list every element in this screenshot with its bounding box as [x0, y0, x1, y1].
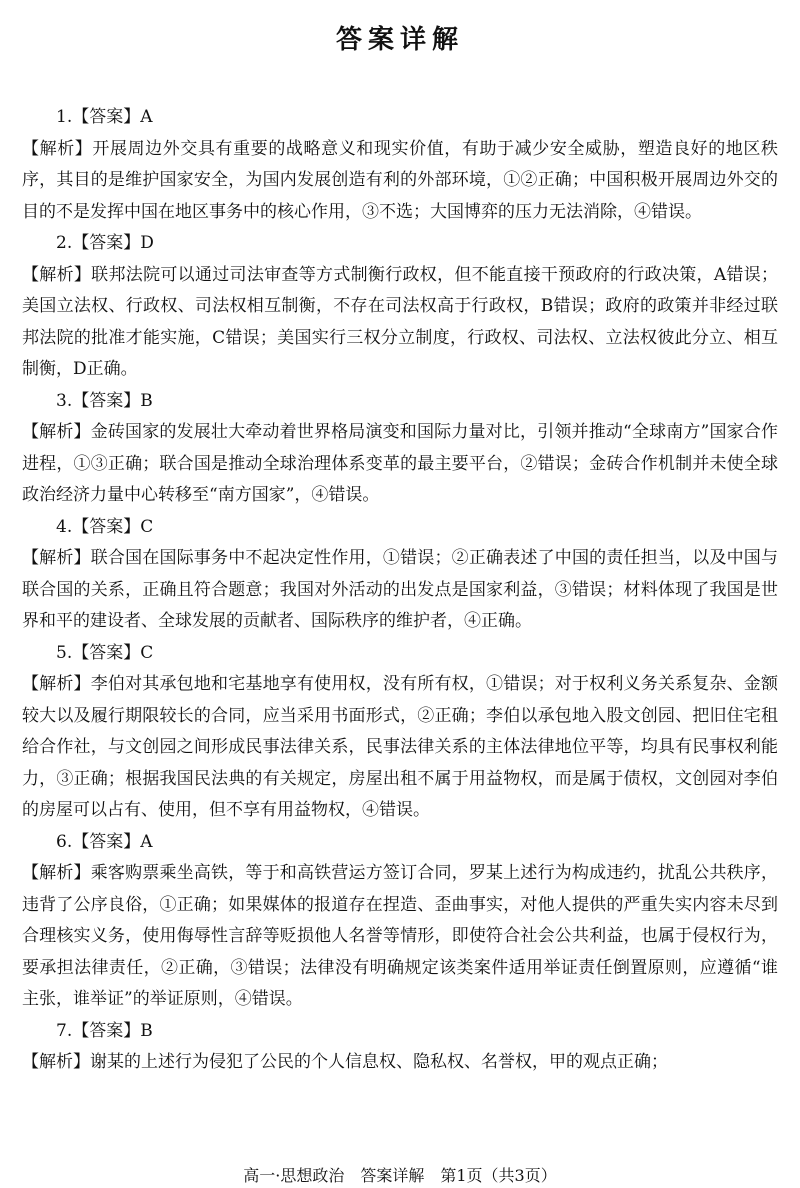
explanation-text: 【解析】联合国在国际事务中不起决定性作用，①错误；②正确表述了中国的责任担当，以及中国与联合国的关系，正确且符合题意；我国对外活动的出发点是国家利益，③错误；材料体现了我国是世界和平的建设者、全球发展的贡献者、国际秩序的维护者，④正确。 — [22, 548, 778, 631]
answer-item-7 — [22, 1016, 778, 1079]
answer-item-2 — [22, 228, 778, 386]
answer-line: 7.【答案】B — [56, 1020, 153, 1041]
explanation-text: 【解析】乘客购票乘坐高铁，等于和高铁营运方签订合同，罗某上述行为构成违约，扰乱公共秩序，违背了公序良俗，①正确；如果媒体的报道存在捏造、歪曲事实，对他人提供的严重失实内容未尽到合理核实义务，使用侮辱性言辞等贬损他人名誉等情形，即使符合社会公共利益，也属于侵权行为，要承担法律责任，②正确，③错误；法律没有明确规定该类案件适用举证责任倒置原则，应遵循“谁主张，谁举证”的举证原则，④错误。 — [22, 863, 778, 1009]
answer-item-6 — [22, 827, 778, 1016]
page-title: 答案详解 — [335, 25, 464, 55]
explanation-text: 【解析】开展周边外交具有重要的战略意义和现实价值，有助于减少安全威胁，塑造良好的地区秩序，其目的是维护国家安全，为国内发展创造有利的外部环境，①②正确；中国积极开展周边外交的目的不是发挥中国在地区事务中的核心作用，③不选；大国博弈的压力无法消除，④错误。 — [22, 138, 778, 222]
answer-item-3 — [22, 386, 778, 512]
page-footer: 高一·思想政治 答案详解 第1页（共3页） — [243, 1166, 557, 1185]
explanation-text: 【解析】联邦法院可以通过司法审查等方式制衡行政权，但不能直接干预政府的行政决策，A错误；美国立法权、行政权、司法权相互制衡，不存在司法权高于行政权，B错误；政府的政策并非经过联邦法院的批准才能实施，C错误；美国实行三权分立制度，行政权、司法权、立法权彼此分立、相互制衡，D正确。 — [22, 264, 778, 379]
answer-line: 4.【答案】C — [56, 516, 154, 537]
answer-line: 5.【答案】C — [56, 642, 154, 663]
answer-line: 2.【答案】D — [56, 233, 154, 253]
answer-item-1 — [22, 102, 778, 228]
answer-item-5 — [22, 638, 778, 827]
explanation-text: 【解析】谢某的上述行为侵犯了公民的个人信息权、隐私权、名誉权，甲的观点正确； — [22, 1052, 668, 1072]
answer-line: 6.【答案】A — [56, 831, 153, 852]
explanation-text: 【解析】金砖国家的发展壮大牵动着世界格局演变和国际力量对比，引领并推动“全球南方”国家合作进程，①③正确；联合国是推动全球治理体系变革的最主要平台，②错误；金砖合作机制并未使全球政治经济力量中心转移至“南方国家”，④错误。 — [22, 422, 778, 505]
answer-item-4 — [22, 512, 778, 638]
answer-line: 3.【答案】B — [56, 390, 153, 411]
explanation-text: 【解析】李伯对其承包地和宅基地享有使用权，没有所有权，①错误；对于权利义务关系复杂、金额较大以及履行期限较长的合同，应当采用书面形式，②正确；李伯以承包地入股文创园、把旧住宅租给合作社，与文创园之间形成民事法律关系，民事法律关系的主体法律地位平等，均具有民事权利能力，③正确；根据我国民法典的有关规定，房屋出租不属于用益物权，而是属于债权，文创园对李伯的房屋可以占有、使用，但不享有用益物权，④错误。 — [22, 674, 778, 820]
answer-line: 1.【答案】A — [56, 107, 153, 127]
